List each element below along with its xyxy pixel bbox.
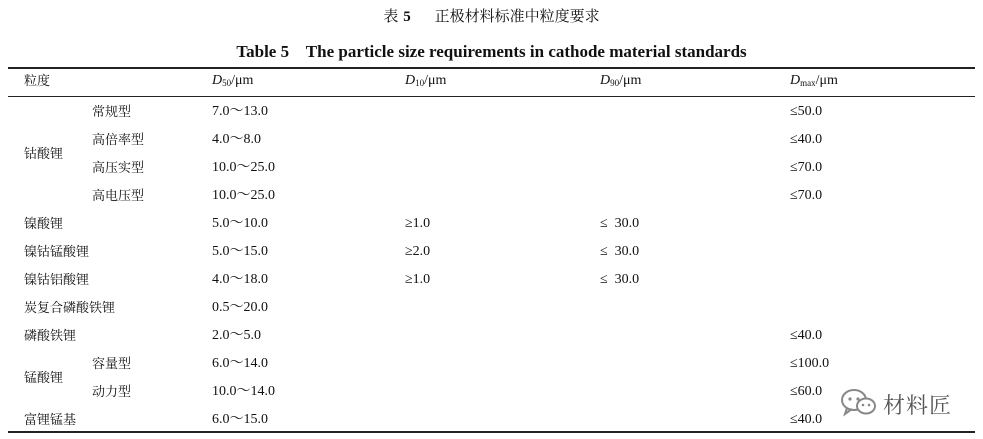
header-d90-symbol: D: [600, 73, 611, 88]
row-d50: 4.0～18.0: [212, 272, 268, 287]
row-dmax: ≤70.0: [790, 160, 823, 175]
row-d10: ≥2.0: [405, 244, 431, 259]
row-d50: 10.0～25.0: [212, 160, 275, 175]
row-dmax: ≤100.0: [790, 356, 830, 371]
header-dmax: [790, 73, 838, 91]
header-dmax-unit: /μm: [815, 73, 838, 88]
row-material: 磷酸铁锂: [24, 329, 77, 344]
header-dmax-symbol: D: [790, 73, 801, 88]
header-d10-sub: 10: [415, 78, 425, 88]
table-title-en: Table 5 The particle size requirements in cathode material standards: [236, 42, 747, 61]
header-d10-symbol: D: [405, 73, 416, 88]
row-d50: 10.0～25.0: [212, 188, 275, 203]
row-d50: 5.0～15.0: [212, 244, 268, 259]
row-d50: 6.0～14.0: [212, 356, 268, 371]
watermark-text: 材料匠: [883, 394, 953, 419]
header-d50-sub: 50: [222, 78, 232, 88]
table-title-cn-text: 正极材料标准中粒度要求: [434, 7, 600, 25]
row-dmax: ≤50.0: [790, 104, 823, 119]
row-sub-type: 高压实型: [92, 161, 145, 176]
header-d90-unit: /μm: [619, 73, 642, 88]
row-d90: ≤ 30.0: [600, 244, 640, 259]
table-title-cn: [0, 6, 983, 27]
group-label-lmo: 锰酸锂: [24, 371, 64, 386]
header-d50-unit: /μm: [231, 73, 254, 88]
row-dmax: ≤70.0: [790, 188, 823, 203]
header-granularity: 粒度: [24, 74, 51, 89]
bottom-rule: [8, 431, 975, 433]
watermark: [835, 385, 975, 419]
row-d50: 7.0～13.0: [212, 104, 268, 119]
row-material: 镍钴锰酸锂: [24, 245, 90, 260]
row-d50: 0.5～20.0: [212, 300, 268, 315]
row-dmax: ≤40.0: [790, 132, 823, 147]
header-rule: [8, 96, 975, 97]
row-sub-type: 容量型: [92, 357, 132, 372]
row-d50: 6.0～15.0: [212, 412, 268, 427]
row-d50: 2.0～5.0: [212, 328, 261, 343]
row-sub-type: 常规型: [92, 105, 132, 120]
row-dmax: ≤60.0: [790, 384, 823, 399]
row-d90: ≤ 30.0: [600, 272, 640, 287]
row-dmax: ≤40.0: [790, 412, 823, 427]
row-d50: 10.0～14.0: [212, 384, 275, 399]
row-material: 镍酸锂: [24, 217, 64, 232]
row-d50: 5.0～10.0: [212, 216, 268, 231]
row-material: 镍钴铝酸锂: [24, 273, 90, 288]
row-d10: ≥1.0: [405, 216, 431, 231]
table-title-cn-number: 5: [403, 9, 411, 25]
wechat-icon: [839, 387, 879, 419]
row-dmax: ≤40.0: [790, 328, 823, 343]
row-sub-type: 高电压型: [92, 189, 145, 204]
row-sub-type: 动力型: [92, 385, 132, 400]
row-material: 富锂锰基: [24, 413, 77, 428]
group-label-lco: 钴酸锂: [24, 147, 64, 162]
top-rule: [8, 67, 975, 69]
table-title-cn-prefix: 表: [383, 7, 399, 25]
row-d10: ≥1.0: [405, 272, 431, 287]
row-sub-type: 高倍率型: [92, 133, 145, 148]
header-d90: [600, 73, 641, 91]
header-d50: [212, 73, 253, 91]
row-material: 炭复合磷酸铁锂: [24, 301, 116, 316]
header-d10-unit: /μm: [424, 73, 447, 88]
header-d50-symbol: D: [212, 73, 223, 88]
header-d10: [405, 73, 446, 91]
header-d90-sub: 90: [610, 78, 620, 88]
row-d90: ≤ 30.0: [600, 216, 640, 231]
header-dmax-sub: max: [800, 78, 816, 88]
row-d50: 4.0～8.0: [212, 132, 261, 147]
